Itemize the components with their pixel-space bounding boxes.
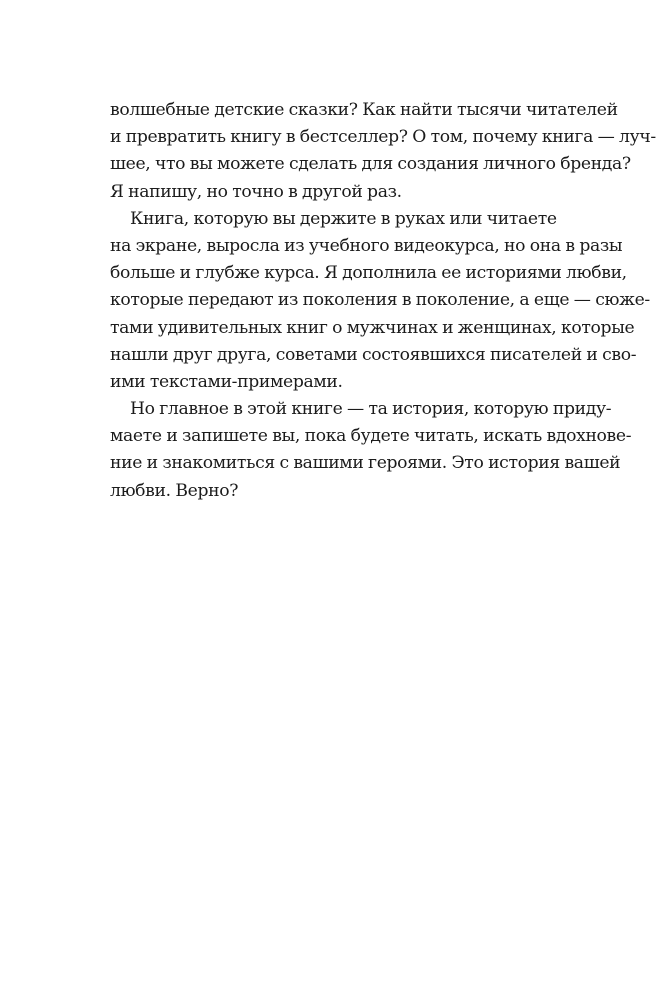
text-line: на экране, выросла из учебного видеокурса, но она в разы xyxy=(110,235,623,256)
text-line: и превратить книгу в бестселлер? О том, почему книга — луч- xyxy=(110,127,656,148)
text-line: Книга, которую вы держите в руках или читаете xyxy=(130,208,557,229)
paragraph-2 xyxy=(110,206,650,396)
text-line: которые передают из поколения в поколение, а еще — сюже- xyxy=(110,290,650,311)
text-line: ими текстами-примерами. xyxy=(110,371,343,392)
text-line: волшебные детские сказки? Как найти тысячи читателей xyxy=(110,100,618,120)
text-line: нашли друг друга, советами состоявшихся писателей и сво- xyxy=(110,344,637,365)
text-line: Но главное в этой книге — та история, которую приду- xyxy=(130,399,612,420)
text-line: шее, что вы можете сделать для создания личного бренда? xyxy=(110,154,631,175)
paragraph-3 xyxy=(110,396,632,505)
text-line: маете и запишете вы, пока будете читать, искать вдохнове- xyxy=(110,426,632,447)
paragraph-1 xyxy=(110,97,656,206)
text-line: тами удивительных книг о мужчинах и женщинах, которые xyxy=(110,317,635,338)
text-line: Я напишу, но точно в другой раз. xyxy=(110,181,402,202)
text-line: больше и глубже курса. Я дополнила ее историями любви, xyxy=(110,263,627,284)
text-line: ние и знакомиться с вашими героями. Это история вашей xyxy=(110,453,621,474)
body-text xyxy=(110,97,656,505)
text-line: любви. Верно? xyxy=(110,480,239,501)
